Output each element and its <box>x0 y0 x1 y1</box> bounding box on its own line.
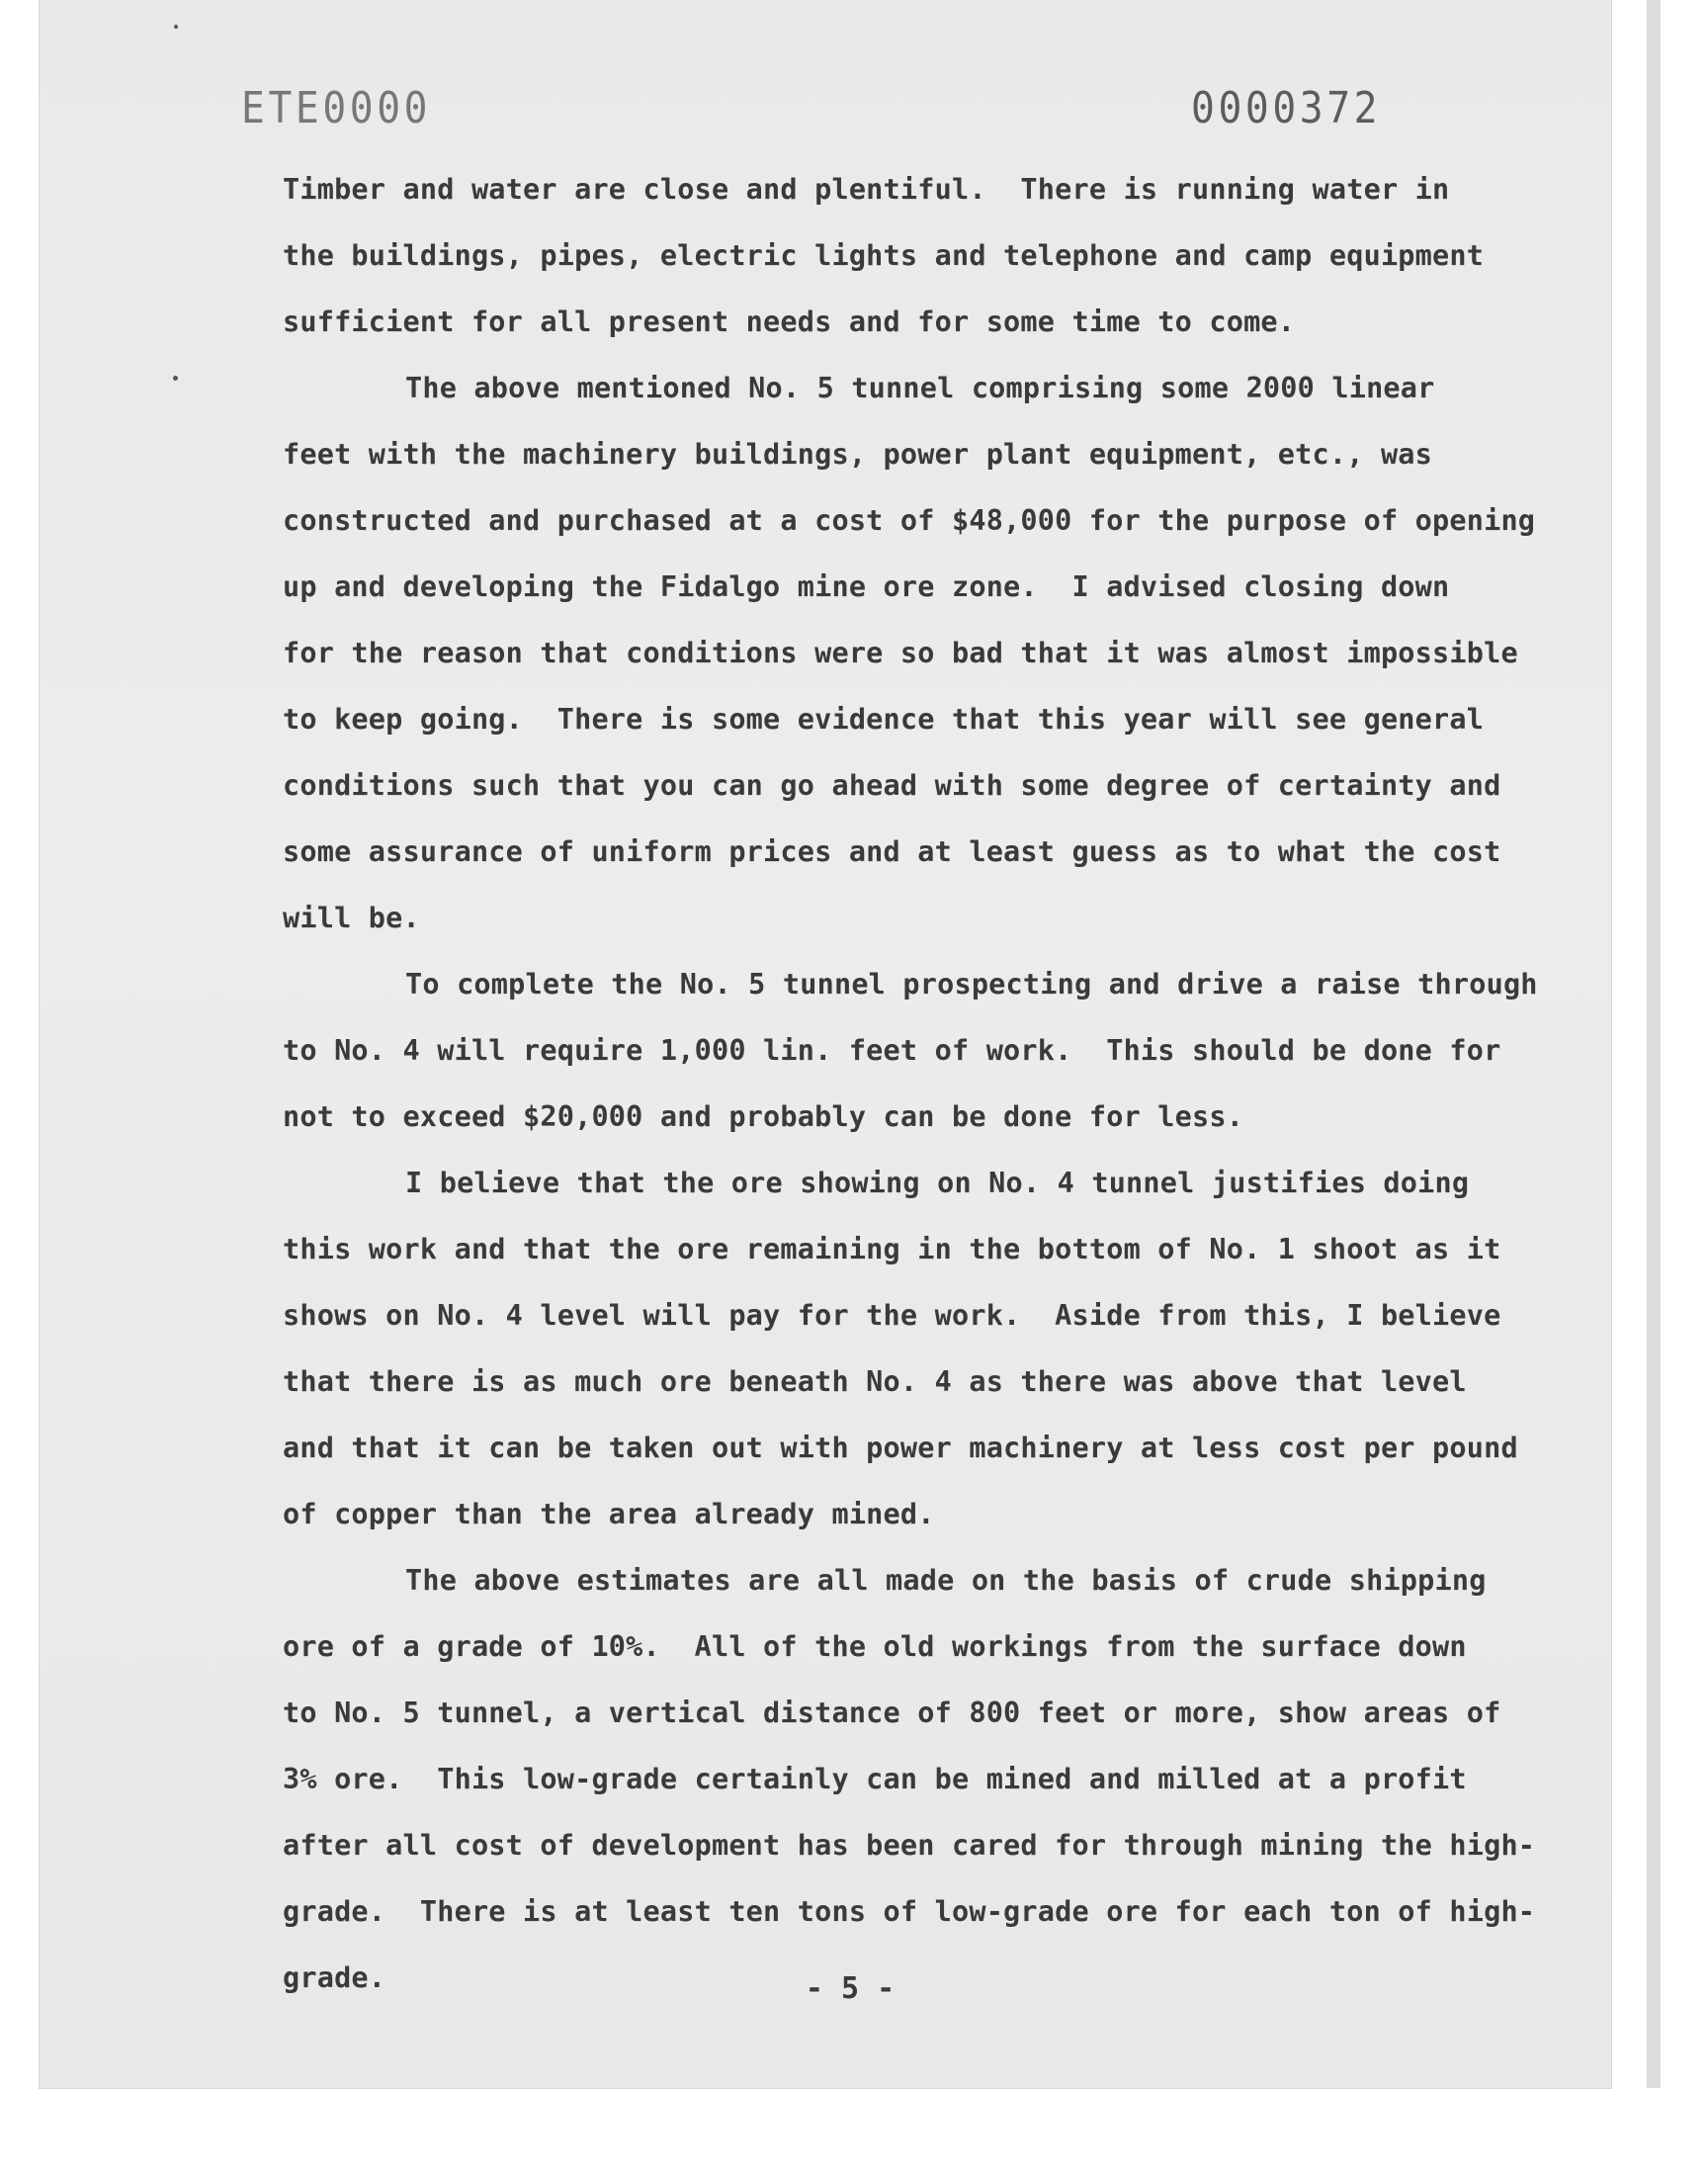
paragraph-4-line: shows on No. 4 level will pay for the work. Aside from this, I believe <box>283 1299 1501 1332</box>
paragraph-2-line: feet with the machinery buildings, power plant equipment, etc., was <box>283 438 1433 471</box>
paragraph-2-line: up and developing the Fidalgo mine ore zone. I advised closing down <box>283 570 1450 603</box>
paragraph-5-line: The above estimates are all made on the basis of crude shipping <box>405 1564 1487 1597</box>
paragraph-5-line: after all cost of development has been cared for through mining the high- <box>283 1829 1536 1862</box>
paragraph-3-line: to No. 4 will require 1,000 lin. feet of work. This should be done for <box>283 1034 1501 1067</box>
paragraph-4-line: this work and that the ore remaining in the bottom of No. 1 shoot as it <box>283 1233 1501 1265</box>
document-stamp-right: 0000372 <box>1191 83 1382 133</box>
paragraph-2-line: constructed and purchased at a cost of $48,000 for the purpose of opening <box>283 504 1536 537</box>
scan-speck <box>173 376 178 381</box>
paragraph-2-line: some assurance of uniform prices and at least guess as to what the cost <box>283 835 1501 868</box>
page-number: - 5 - <box>805 1971 896 2006</box>
paragraph-2-line: for the reason that conditions were so bad that it was almost impossible <box>283 637 1518 669</box>
paragraph-5-line: ore of a grade of 10%. All of the old workings from the surface down <box>283 1630 1467 1663</box>
paragraph-1-line: sufficient for all present needs and for some time to come. <box>283 305 1296 338</box>
scan-speck <box>174 25 178 29</box>
paragraph-3-line: To complete the No. 5 tunnel prospecting and drive a raise through <box>405 968 1538 1000</box>
paragraph-5-line: 3% ore. This low-grade certainly can be mined and milled at a profit <box>283 1763 1467 1795</box>
paragraph-4-line: I believe that the ore showing on No. 4 tunnel justifies doing <box>405 1167 1470 1199</box>
paragraph-5-line: grade. <box>283 1961 386 1994</box>
paragraph-3-line: not to exceed $20,000 and probably can be done for less. <box>283 1100 1244 1133</box>
paragraph-1-line: the buildings, pipes, electric lights and telephone and camp equipment <box>283 239 1485 272</box>
paragraph-5-line: to No. 5 tunnel, a vertical distance of 800 feet or more, show areas of <box>283 1696 1501 1729</box>
paragraph-2-line: conditions such that you can go ahead with some degree of certainty and <box>283 769 1501 802</box>
paragraph-1-line: Timber and water are close and plentiful. There is running water in <box>283 173 1450 206</box>
paragraph-4-line: of copper than the area already mined. <box>283 1498 935 1530</box>
document-stamp-left: ETE0000 <box>241 83 432 133</box>
document-body <box>283 156 1538 2011</box>
paragraph-2-line: The above mentioned No. 5 tunnel comprising some 2000 linear <box>405 372 1435 404</box>
paragraph-2-line: to keep going. There is some evidence that this year will see general <box>283 703 1485 736</box>
paragraph-4-line: and that it can be taken out with power machinery at less cost per pound <box>283 1432 1518 1464</box>
scan-edge-shadow <box>1647 0 1661 2088</box>
paragraph-4-line: that there is as much ore beneath No. 4 as there was above that level <box>283 1365 1467 1398</box>
paragraph-2-line: will be. <box>283 902 420 934</box>
paragraph-5-line: grade. There is at least ten tons of low-grade ore for each ton of high- <box>283 1895 1536 1928</box>
